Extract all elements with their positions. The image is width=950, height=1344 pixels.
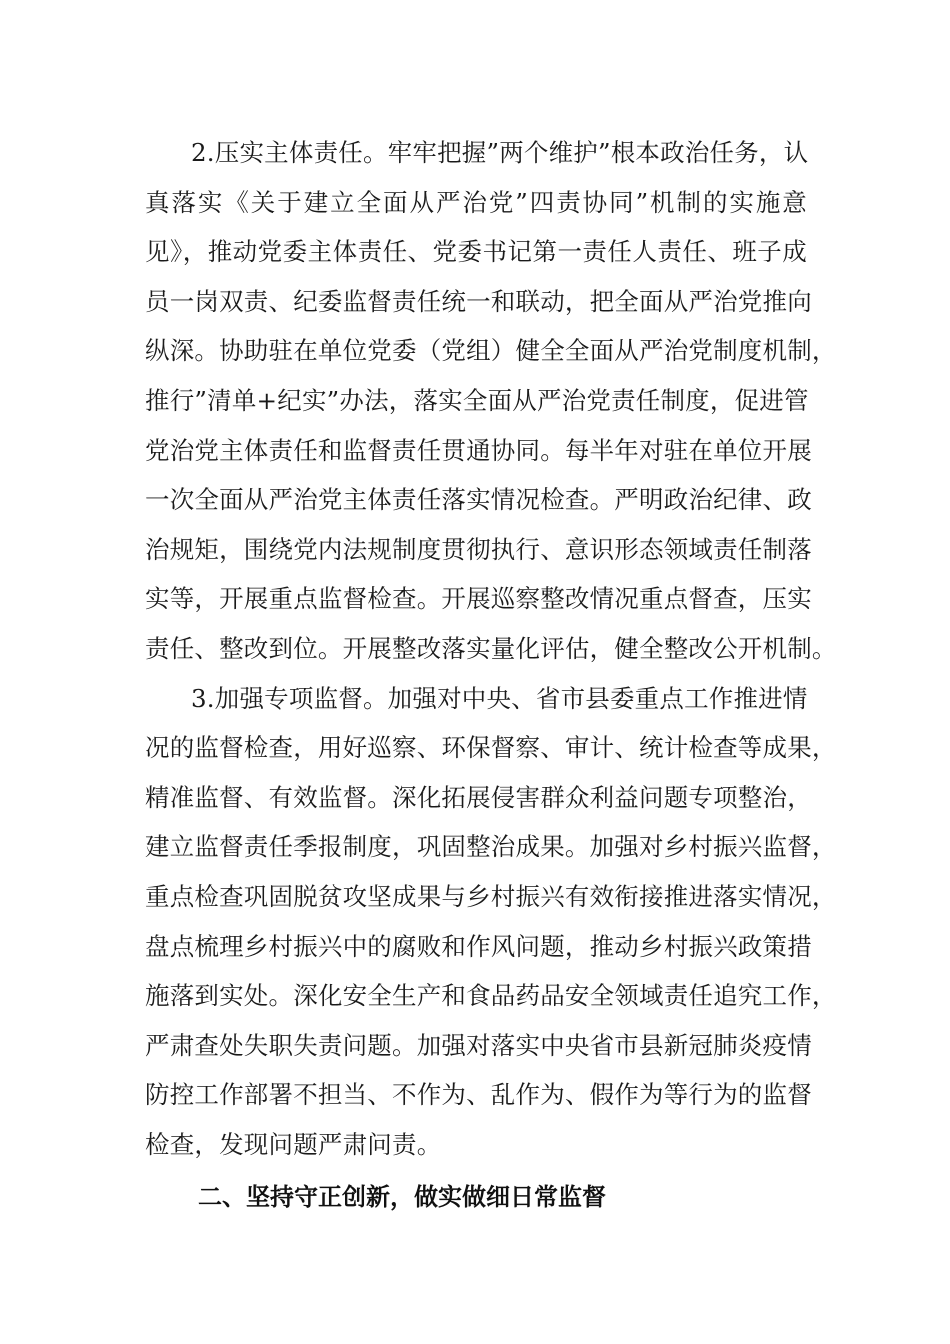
paragraph-3 xyxy=(145,674,837,1170)
paragraph-line: 党治党主体责任和监督责任贯通协同。每半年对驻在单位开展 xyxy=(145,435,812,465)
paragraph-line: 治规矩，围绕党内法规制度贯彻执行、意识形态领域责任制落 xyxy=(145,534,812,564)
paragraph-line: 推行”清单+纪实”办法，落实全面从严治党责任制度，促进管 xyxy=(145,385,809,415)
paragraph-line: 一次全面从严治党主体责任落实情况检查。严明政治纪律、政 xyxy=(145,485,812,515)
paragraph-line: 施落到实处。深化安全生产和食品药品安全领域责任追究工作， xyxy=(145,981,837,1011)
paragraph-line: 建立监督责任季报制度，巩固整治成果。加强对乡村振兴监督， xyxy=(145,832,837,862)
paragraph-line: 重点检查巩固脱贫攻坚成果与乡村振兴有效衔接推进落实情况， xyxy=(145,881,837,911)
paragraph-line: 2.压实主体责任。牢牢把握”两个维护”根本政治任务，认 xyxy=(191,138,809,167)
paragraph-line: 实等，开展重点监督检查。开展巡察整改情况重点督查，压实 xyxy=(145,584,812,614)
paragraph-line: 纵深。协助驻在单位党委（党组）健全全面从严治党制度机制， xyxy=(145,336,837,366)
paragraph-line: 精准监督、有效监督。深化拓展侵害群众利益问题专项整治， xyxy=(145,782,812,812)
paragraph-line: 盘点梳理乡村振兴中的腐败和作风问题，推动乡村振兴政策措 xyxy=(145,931,812,961)
paragraph-line: 责任、整改到位。开展整改落实量化评估，健全整改公开机制。 xyxy=(145,633,837,663)
paragraph-line: 检查，发现问题严肃问责。 xyxy=(145,1129,442,1159)
paragraph-line: 员一岗双责、纪委监督责任统一和联动，把全面从严治党推向 xyxy=(145,286,812,316)
paragraph-line: 严肃查处失职失责问题。加强对落实中央省市县新冠肺炎疫情 xyxy=(145,1030,812,1060)
paragraph-line: 况的监督检查，用好巡察、环保督察、审计、统计检查等成果， xyxy=(145,733,837,763)
paragraph-line: 3.加强专项监督。加强对中央、省市县委重点工作推进情 xyxy=(191,683,808,713)
document-body xyxy=(145,128,837,1169)
paragraph-2 xyxy=(145,128,837,674)
paragraph-line: 防控工作部署不担当、不作为、乱作为、假作为等行为的监督 xyxy=(145,1080,812,1110)
paragraph-line: 见》，推动党委主体责任、党委书记第一责任人责任、班子成 xyxy=(145,237,807,267)
paragraph-line: 真落实《关于建立全面从严治党”四责协同”机制的实施意 xyxy=(145,187,807,217)
section-heading: 二、坚持守正创新，做实做细日常监督 xyxy=(198,1183,606,1211)
